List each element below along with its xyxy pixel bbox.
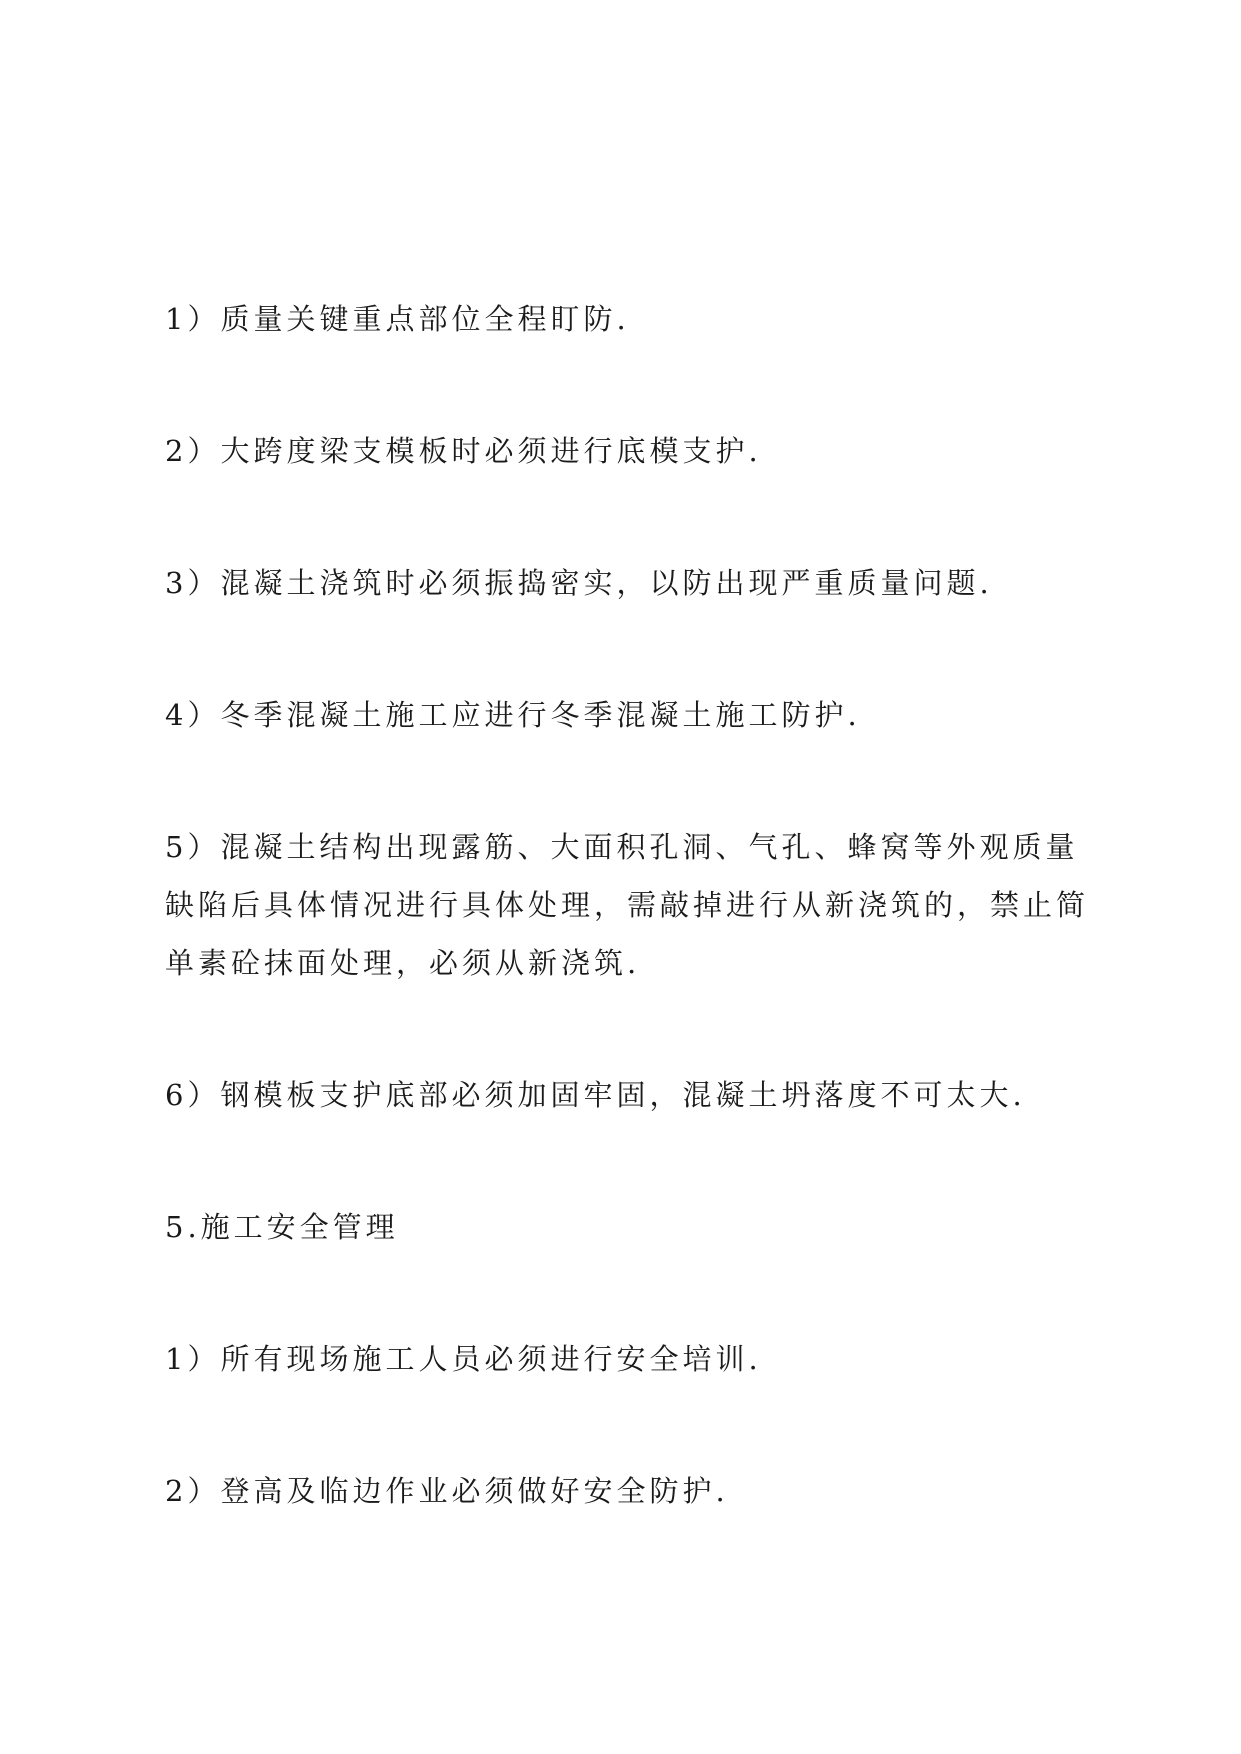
document-body [165, 290, 1105, 1520]
paragraph-safety-2: 2）登高及临边作业必须做好安全防护. [165, 1474, 729, 1508]
paragraph-quality-6: 6）钢模板支护底部必须加固牢固，混凝土坍落度不可太大. [165, 1078, 1026, 1112]
paragraph-safety-1: 1）所有现场施工人员必须进行安全培训. [165, 1342, 762, 1376]
section-heading-safety: 5.施工安全管理 [165, 1210, 399, 1244]
paragraph-quality-3: 3）混凝土浇筑时必须振捣密实，以防出现严重质量问题. [165, 566, 993, 600]
paragraph-quality-1: 1）质量关键重点部位全程盯防. [165, 302, 630, 336]
paragraph-quality-2: 2）大跨度梁支模板时必须进行底模支护. [165, 434, 762, 468]
paragraph-quality-4: 4）冬季混凝土施工应进行冬季混凝土施工防护. [165, 698, 861, 732]
paragraph-quality-5: 5）混凝土结构出现露筋、大面积孔洞、气孔、蜂窝等外观质量缺陷后具体情况进行具体处理，需敲掉进行从新浇筑的，禁止简单素砼抹面处理，必须从新浇筑. [165, 830, 1090, 980]
